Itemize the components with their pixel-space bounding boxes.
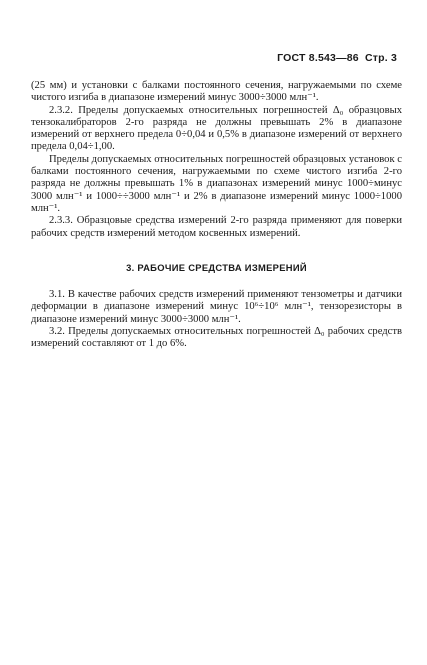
paragraph-continuation: (25 мм) и установки с балками постоянного сечения, нагружаемыми по схеме чистого изгиба в диапазоне измерений минус 3000÷3000 млн⁻¹. bbox=[31, 80, 402, 104]
page-header bbox=[277, 52, 397, 64]
paragraph-3-1: 3.1. В качестве рабочих средств измерений применяют тензометры и датчики деформации в диапазоне измерений минус 10⁶÷10⁶ млн⁻¹, тензорезисторы в диапазоне измерений минус 3000÷3000 млн⁻¹. bbox=[31, 289, 402, 325]
paragraph-limits: Пределы допускаемых относительных погрешностей образцовых установок с балками постоянного сечения, нагружаемыми по схеме чистого изгиба 2-го разряда не должны превышать 1% в диапазонах измерений минус 1000÷минус 3000 млн⁻¹ и 1000÷÷3000 млн⁻¹ и 2% в диапазоне измерений минус 1000÷1000 млн⁻¹. bbox=[31, 153, 402, 214]
paragraph-3-2: 3.2. Пределы допускаемых относительных погрешностей Δ₀ рабочих средств измерений составляют от 1 до 6%. bbox=[31, 326, 402, 350]
page-number: Стр. 3 bbox=[364, 52, 397, 64]
section-title: 3. РАБОЧИЕ СРЕДСТВА ИЗМЕРЕНИЙ bbox=[126, 261, 307, 273]
standard-number: ГОСТ 8.543—86 bbox=[277, 52, 359, 64]
bottom-paragraphs bbox=[31, 289, 402, 350]
top-paragraphs bbox=[31, 80, 402, 240]
paragraph-2-3-2: 2.3.2. Пределы допускаемых относительных погрешностей Δ₀ образцовых тензокалибраторов 2-го разряда не должны превышать 2% в диапазоне измерений от верхнего предела 0÷0,04 и 0,5% в диапазоне измерений от верхнего предела 0,04÷1,00. bbox=[31, 104, 402, 153]
document-body bbox=[31, 80, 402, 351]
paragraph-2-3-3: 2.3.3. Образцовые средства измерений 2-го разряда применяют для поверки рабочих средств измерений методом косвенных измерений. bbox=[31, 215, 402, 239]
